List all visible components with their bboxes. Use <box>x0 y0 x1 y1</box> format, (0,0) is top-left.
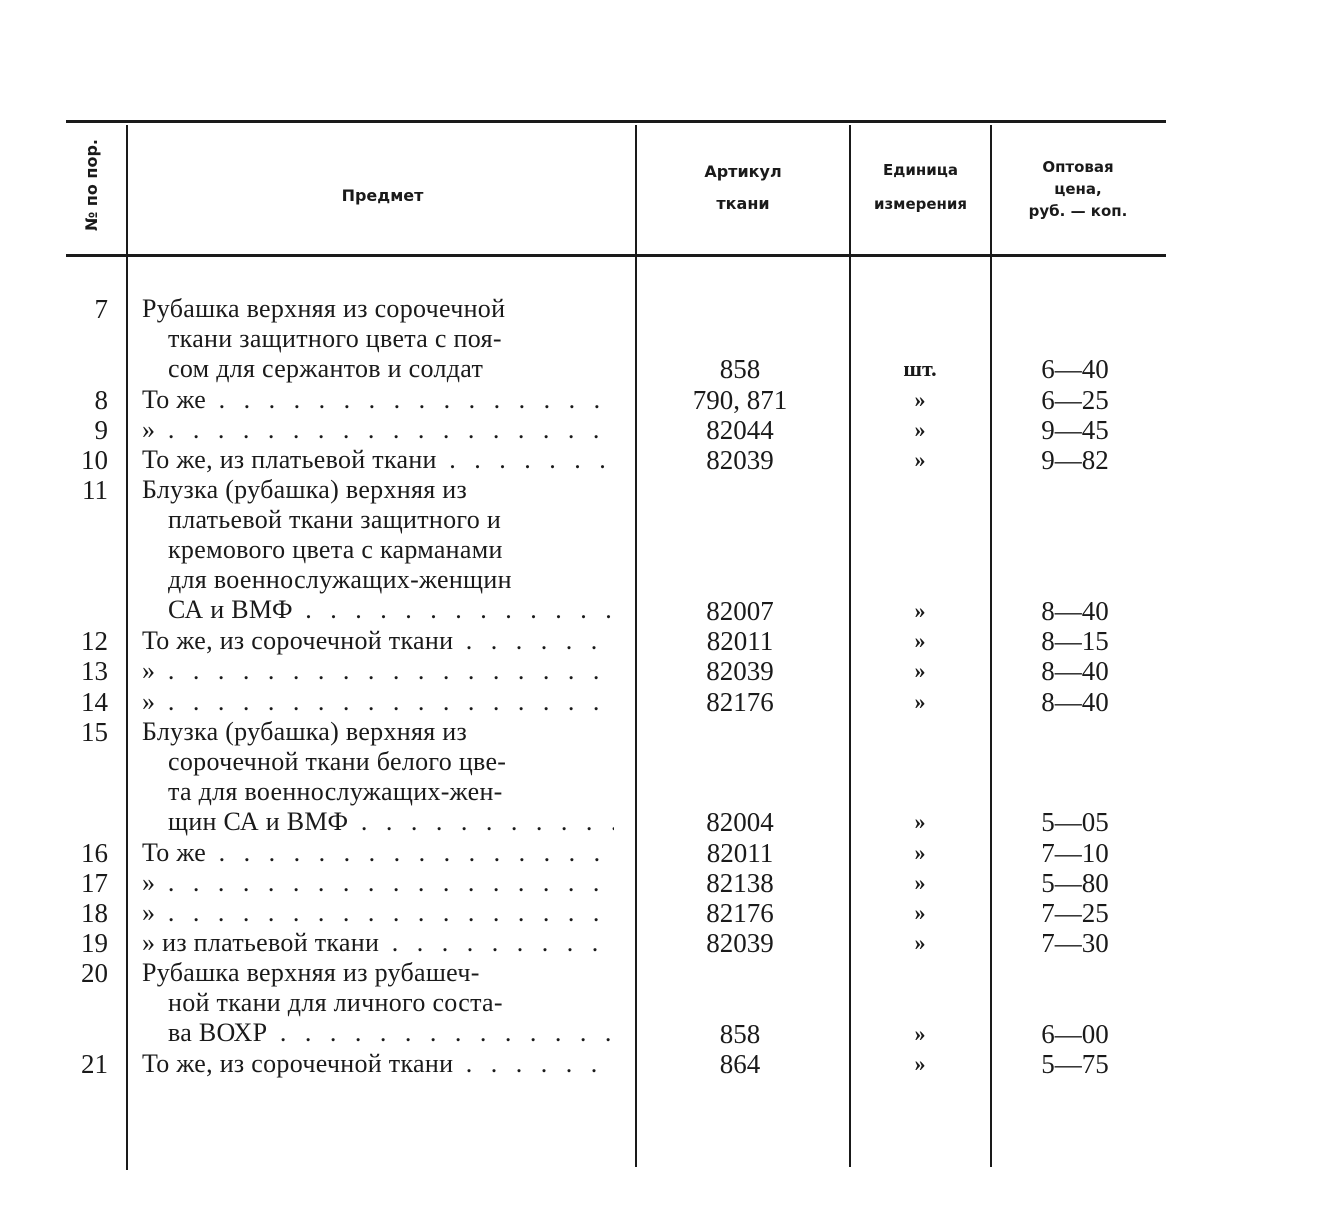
row-number: 17 <box>81 867 108 898</box>
row-number: 16 <box>81 837 108 868</box>
item-line: щин СА и ВМФ . . . <box>142 807 614 837</box>
row-price: 6—00 <box>1041 1018 1109 1049</box>
item-line: ной ткани для личного соста- <box>168 988 503 1018</box>
row-item-name <box>142 687 614 717</box>
row-article: 82011 <box>706 837 774 868</box>
row-article: 82004 <box>706 807 774 838</box>
row-number: 15 <box>81 716 108 747</box>
row-number: 7 <box>94 294 108 324</box>
row-number: 8 <box>94 384 108 415</box>
item-line: Рубашка верхняя из сорочечной <box>142 294 506 323</box>
row-unit: » <box>914 930 926 956</box>
row-item-name <box>142 1049 614 1079</box>
table-row <box>0 656 1323 686</box>
row-price: 8—15 <box>1041 626 1109 657</box>
item-line: » . . . <box>142 868 614 898</box>
header-price-line3: руб. — коп. <box>1028 202 1128 220</box>
row-price: 9—82 <box>1041 445 1109 475</box>
table-row <box>0 928 1323 958</box>
row-price: 8—40 <box>1041 595 1109 626</box>
row-unit: » <box>914 1020 926 1046</box>
row-number: 9 <box>94 414 108 445</box>
header-price <box>992 156 1164 222</box>
item-line: То же, из сорочечной ткани . . . <box>142 626 614 656</box>
header-unit <box>851 160 990 214</box>
row-unit: » <box>914 1051 926 1076</box>
item-line: Рубашка верхняя из рубашеч- <box>142 958 480 988</box>
row-price: 7—10 <box>1041 837 1109 868</box>
row-number: 19 <box>81 928 108 959</box>
table-row <box>0 1049 1323 1079</box>
table-row <box>0 445 1323 475</box>
row-item-name <box>142 385 614 415</box>
item-line: ва ВОХР . . . <box>142 1018 614 1048</box>
header-item: Предмет <box>341 186 424 205</box>
item-line: То же . . . <box>142 838 614 868</box>
row-article: 858 <box>719 354 761 385</box>
table-row <box>0 717 1323 838</box>
row-article: 82039 <box>706 656 774 687</box>
row-unit: шт. <box>903 356 937 382</box>
item-line: То же . . . <box>142 385 614 415</box>
row-article: 82039 <box>706 928 774 959</box>
row-number: 21 <box>81 1049 108 1079</box>
row-number: 11 <box>82 475 108 506</box>
row-article: 82011 <box>706 626 774 657</box>
row-article: 82176 <box>706 686 774 717</box>
header-unit-line2: измерения <box>873 195 968 213</box>
row-item-name <box>142 868 614 898</box>
item-line: Блузка (рубашка) верхняя из <box>142 716 468 746</box>
row-article: 864 <box>719 1049 761 1079</box>
item-line: платьевой ткани защитного и <box>168 505 502 535</box>
header-article-line2: ткани <box>716 194 770 213</box>
row-number: 20 <box>81 958 108 989</box>
row-article: 82138 <box>706 867 774 898</box>
item-line: та для военнослужащих-жен- <box>168 776 503 806</box>
table-row <box>0 868 1323 898</box>
row-price: 9—45 <box>1041 414 1109 445</box>
table-row <box>0 958 1323 1049</box>
table-row <box>0 838 1323 868</box>
row-unit: » <box>914 809 926 835</box>
header-bottom-rule <box>66 254 1166 257</box>
header-price-line2: цена, <box>1054 180 1102 198</box>
row-unit: » <box>914 658 926 684</box>
row-unit: » <box>914 688 926 714</box>
row-number: 12 <box>81 626 108 657</box>
row-number: 13 <box>81 656 108 687</box>
table-row <box>0 898 1323 928</box>
item-line: » . . . <box>142 656 614 686</box>
item-line: » . . . <box>142 687 614 717</box>
row-price: 8—40 <box>1041 686 1109 717</box>
item-line: То же, из платьевой ткани . . . <box>142 445 614 475</box>
top-rule <box>66 120 1166 123</box>
table-row <box>0 687 1323 717</box>
row-unit: » <box>914 416 926 442</box>
item-line: » . . . <box>142 898 614 928</box>
header-article-line1: Артикул <box>704 162 782 181</box>
row-item-name <box>142 656 614 686</box>
row-unit: » <box>914 869 926 895</box>
row-item-name <box>142 928 614 958</box>
row-price: 5—80 <box>1041 867 1109 898</box>
row-unit: » <box>914 597 926 623</box>
row-number: 18 <box>81 898 108 928</box>
row-article: 82176 <box>706 898 774 928</box>
row-unit: » <box>914 386 926 412</box>
row-unit: » <box>914 447 926 472</box>
row-price: 7—30 <box>1041 928 1109 959</box>
header-article <box>637 162 849 214</box>
table-row <box>0 294 1323 385</box>
row-price: 5—75 <box>1041 1049 1109 1079</box>
row-article: 790, 871 <box>692 384 788 415</box>
row-unit: » <box>914 900 926 925</box>
row-article: 82039 <box>706 445 774 475</box>
header-number: № по пор. <box>82 139 101 232</box>
item-line: сом для сержантов и солдат <box>168 354 484 383</box>
header-unit-line1: Единица <box>883 161 958 179</box>
item-line: кремового цвета с карманами <box>168 535 503 565</box>
row-item-name <box>142 294 614 384</box>
row-item-name <box>142 898 614 928</box>
header-price-line1: Оптовая <box>1042 158 1114 176</box>
row-number: 14 <box>81 686 108 717</box>
row-article: 858 <box>719 1018 761 1049</box>
table-row <box>0 415 1323 445</box>
table-row <box>0 626 1323 656</box>
row-unit: » <box>914 839 926 865</box>
item-line: ткани защитного цвета с поя- <box>168 324 502 353</box>
item-line: СА и ВМФ . . . <box>142 595 614 625</box>
row-article: 82044 <box>706 414 774 445</box>
row-price: 6—25 <box>1041 384 1109 415</box>
row-article: 82007 <box>706 595 774 626</box>
row-price: 8—40 <box>1041 656 1109 687</box>
table-row <box>0 475 1323 626</box>
row-unit: » <box>914 628 926 654</box>
row-price: 7—25 <box>1041 898 1109 928</box>
row-item-name <box>142 415 614 445</box>
item-line: Блузка (рубашка) верхняя из <box>142 475 468 505</box>
row-item-name <box>142 838 614 868</box>
row-item-name <box>142 717 614 837</box>
row-item-name <box>142 958 614 1048</box>
row-number: 10 <box>81 445 108 475</box>
item-line: » . . . <box>142 415 614 445</box>
table-row <box>0 385 1323 415</box>
row-price: 6—40 <box>1041 354 1109 385</box>
row-item-name <box>142 445 614 475</box>
row-price: 5—05 <box>1041 807 1109 838</box>
item-line: сорочечной ткани белого цве- <box>168 746 507 776</box>
item-line: для военнослужащих-женщин <box>168 565 512 595</box>
row-item-name <box>142 626 614 656</box>
item-line: То же, из сорочечной ткани . . . <box>142 1049 614 1079</box>
row-item-name <box>142 475 614 625</box>
item-line: » из платьевой ткани . . . <box>142 928 614 958</box>
